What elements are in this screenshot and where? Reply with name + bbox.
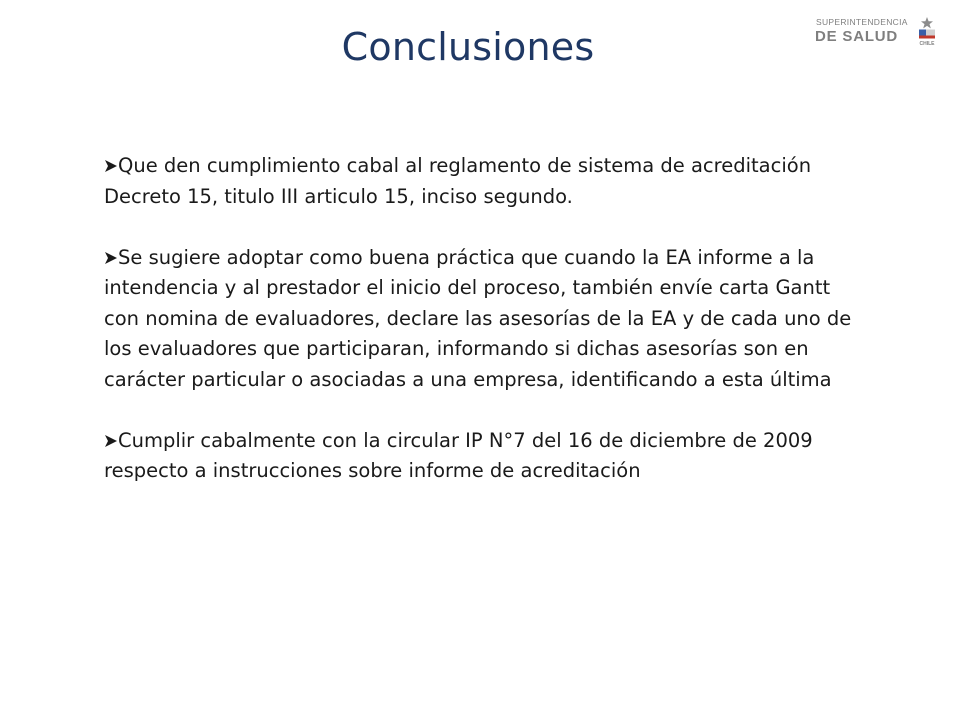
bullet-item-2: [104, 243, 864, 396]
logo-country: CHILE: [919, 41, 935, 46]
superintendencia-de-salud-logo: [812, 14, 938, 48]
bullet-text: Se sugiere adoptar como buena práctica que cuando la EA informe a la intendencia y al prestador el inicio del proceso, también envíe carta Gantt con nomina de evaluadores, declare las asesorías de la EA y de cada uno de los evaluadores que participaran, informando si dichas asesorías son en carácter particular o asociadas a una empresa, identificando a esta última: [104, 245, 852, 391]
arrow-bullet-icon: [104, 159, 118, 173]
arrow-bullet-icon: [104, 434, 118, 448]
bullet-text: Cumplir cabalmente con la circular IP N°7 del 16 de diciembre de 2009 respecto a instrucciones sobre informe de acreditación: [104, 428, 813, 482]
bullet-item-1: [104, 151, 864, 212]
bullet-text: Que den cumplimiento cabal al reglamento de sistema de acreditación Decreto 15, titulo III articulo 15, inciso segundo.: [104, 154, 812, 208]
logo-line1: SUPERINTENDENCIA: [816, 17, 908, 27]
conclusions-body: [104, 151, 864, 517]
arrow-bullet-icon: [104, 251, 118, 265]
bullet-item-3: [104, 426, 864, 487]
slide-title: Conclusiones: [341, 25, 595, 69]
logo-line2: DE SALUD: [815, 28, 899, 45]
chile-emblem-icon: [916, 16, 938, 46]
